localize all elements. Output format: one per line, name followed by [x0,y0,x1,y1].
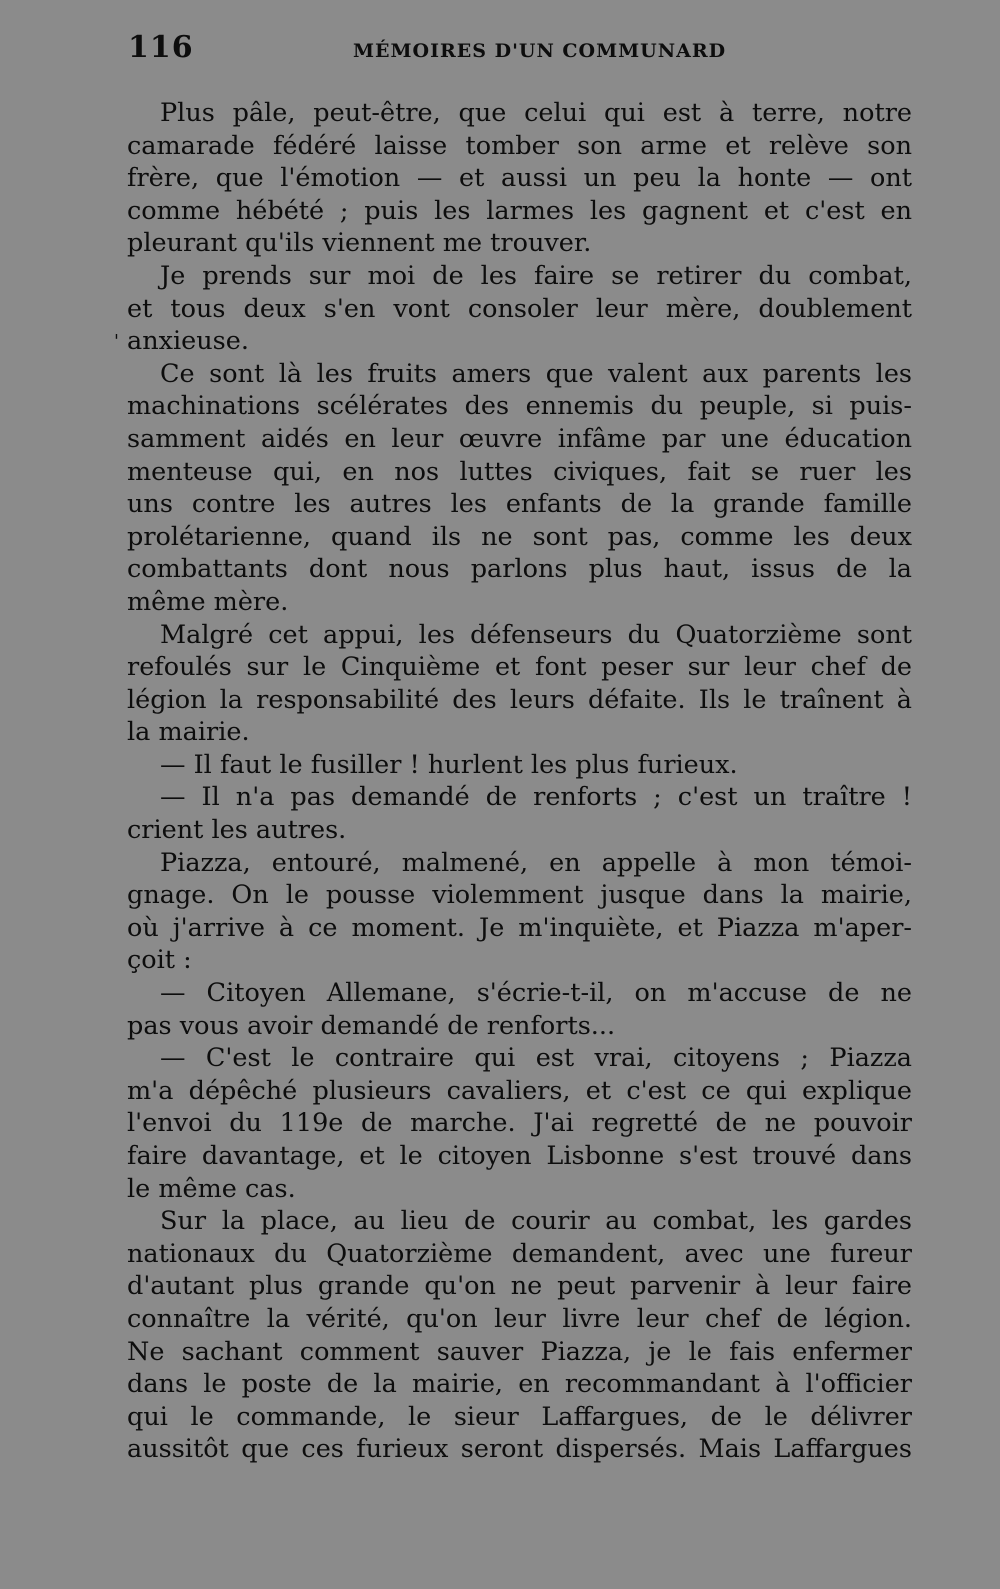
text-line: Piazza, entouré, malmené, en appelle à mon témoi- [160,847,912,878]
paragraph [127,1042,912,1205]
running-head: MÉMOIRES D'UN COMMUNARD [353,40,727,62]
text-line: dans le poste de la mairie, en recommandant à l'officier [127,1369,912,1400]
text-line: comme hébété ; puis les larmes les gagnent et c'est en [127,195,912,226]
text-line: anxieuse. [127,326,249,357]
paragraph [127,781,912,846]
text-line: machinations scélérates des ennemis du peuple, si puis- [127,391,912,422]
text-line: qui le commande, le sieur Laffargues, de le délivrer [127,1401,912,1432]
text-line: faire davantage, et le citoyen Lisbonne s'est trouvé dans [127,1141,912,1171]
text-line: gnage. On le pousse violemment jusque dans la mairie, [127,880,912,911]
paragraph [127,97,912,260]
text-line: — Il n'a pas demandé de renforts ; c'est un traître ! [160,782,912,813]
text-line: pleurant qu'ils viennent me trouver. [127,228,592,259]
paragraph [127,260,912,358]
text-line: çoit : [127,945,192,976]
text-line: légion la responsabilité des leurs défaite. Ils le traînent à [127,684,912,715]
paragraph [127,749,912,782]
page-header [128,30,908,74]
margin-mark: ' [114,331,119,352]
text-line: menteuse qui, en nos luttes civiques, fait se ruer les [127,456,912,487]
text-line: l'envoi du 119e de marche. J'ai regretté de ne pouvoir [127,1108,912,1139]
text-line: — Il faut le fusiller ! hurlent les plus furieux. [160,749,738,780]
paragraph [127,619,912,749]
text-line: aussitôt que ces furieux seront dispersés. Mais Laffargues [127,1434,912,1465]
text-line: Ne sachant comment sauver Piazza, je le fais enfermer [127,1336,912,1367]
text-line: nationaux du Quatorzième demandent, avec une fureur [127,1238,912,1269]
text-line: Malgré cet appui, les défenseurs du Quatorzième sont [160,619,912,650]
text-line: d'autant plus grande qu'on ne peut parvenir à leur faire [127,1271,912,1302]
text-line: et tous deux s'en vont consoler leur mère, doublement [127,293,912,324]
text-line: Sur la place, au lieu de courir au combat, les gardes [160,1206,912,1237]
text-line: samment aidés en leur œuvre infâme par une éducation [127,423,912,454]
paragraph [127,977,912,1042]
text-line: Ce sont là les fruits amers que valent aux parents les [160,358,912,389]
text-line: — C'est le contraire qui est vrai, citoyens ; Piazza [160,1043,912,1074]
text-line: — Citoyen Allemane, s'écrie-t-il, on m'accuse de ne [160,978,912,1009]
text-line: m'a dépêché plusieurs cavaliers, et c'est ce qui explique [127,1075,912,1106]
text-line: le même cas. [127,1173,296,1204]
text-line: uns contre les autres les enfants de la grande famille [127,489,912,520]
text-line: crient les autres. [127,815,347,846]
text-line: où j'arrive à ce moment. Je m'inquiète, et Piazza m'aper- [127,912,912,943]
text-line: combattants dont nous parlons plus haut, issus de la [127,554,912,585]
paragraph [127,358,912,619]
page-number: 116 [128,30,194,65]
body-text [127,97,912,1466]
text-line: connaître la vérité, qu'on leur livre leur chef de légion. [127,1303,912,1334]
text-line: camarade fédéré laisse tomber son arme et relève son [127,130,912,161]
text-line: prolétarienne, quand ils ne sont pas, comme les deux [127,521,912,552]
text-line: la mairie. [127,717,250,748]
text-line: même mère. [127,586,289,617]
paragraph [127,1205,912,1466]
text-line: Je prends sur moi de les faire se retirer du combat, [160,260,912,291]
text-line: pas vous avoir demandé de renforts... [127,1010,616,1041]
text-line: Plus pâle, peut-être, que celui qui est à terre, notre [160,98,912,128]
text-line: refoulés sur le Cinquième et font peser sur leur chef de [127,652,912,683]
paragraph [127,847,912,977]
text-line: frère, que l'émotion — et aussi un peu la honte — ont [127,163,912,194]
